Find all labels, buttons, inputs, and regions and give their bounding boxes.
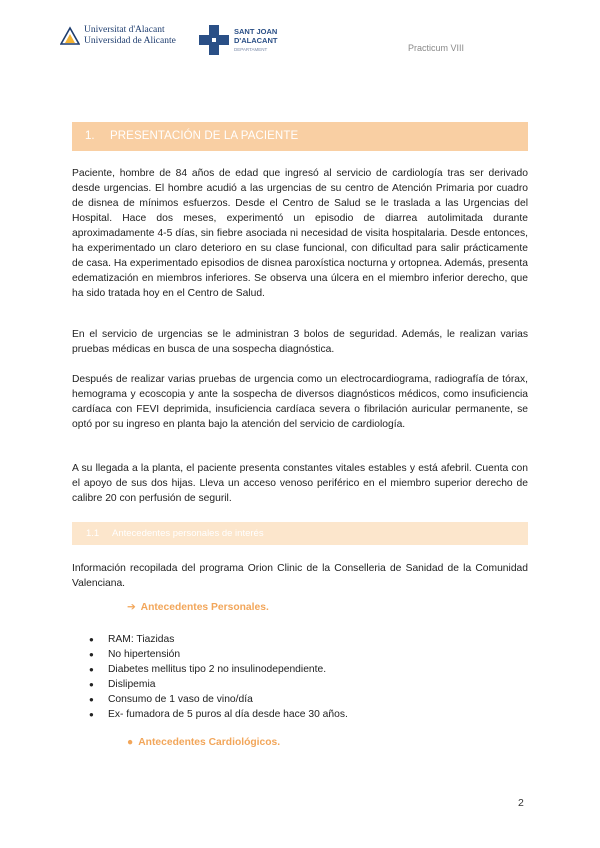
hospital-name-line1: SANT JOAN — [234, 26, 278, 36]
subsection-heading-band — [72, 522, 528, 545]
cardiac-history-heading — [127, 737, 280, 748]
list-item: ● Diabetes mellitus tipo 2 no insulinodependiente. — [89, 662, 348, 677]
personal-history-list — [89, 632, 348, 722]
section-title: PRESENTACIÓN DE LA PACIENTE — [110, 130, 299, 142]
bullet-icon: ● — [127, 737, 134, 748]
case-paragraph-3: Después de realizar varias pruebas de urgencia como un electrocardiograma, radiografía de tórax, hemograma y ecoscopia y ante la sospecha de diversos diagnósticos médicos, como insuficiencia cardíaca con FEVI deprimida, insuficiencia cardíaca severa o fibrilación auricular permanente, se optó por su ingreso en planta bajo la atención del servicio de cardiología. — [72, 374, 528, 430]
university-logo — [60, 25, 176, 47]
arrow-icon: ➔ — [127, 602, 136, 613]
info-paragraph: Información recopilada del programa Orion Clinic de la Conselleria de Sanidad de la Comunidad Valenciana. — [72, 563, 528, 589]
cardiac-history-heading-text: Antecedentes Cardiológicos. — [138, 737, 281, 748]
case-paragraph-4: A su llegada a la planta, el paciente presenta constantes vitales estables y está afebril. Cuenta con el apoyo de sus dos hijas. Lleva un acceso venoso periférico en el miembro superior derecho de calibre 20 con perfusión de seguril. — [72, 463, 528, 504]
page-number: 2 — [518, 797, 524, 809]
section-heading-band — [72, 122, 528, 151]
section-number: 1. — [85, 130, 95, 142]
hospital-name-line2: D'ALACANT — [234, 35, 278, 45]
personal-history-heading — [127, 601, 269, 613]
subsection-title: Antecedentes personales de interés — [112, 528, 264, 539]
list-item: ● RAM: Tiazidas — [89, 632, 348, 647]
hospital-logo — [199, 25, 277, 55]
university-mark-icon — [60, 26, 80, 46]
list-item: ● Ex- fumadora de 5 puros al día desde hace 30 años. — [89, 707, 348, 722]
list-item: ● No hipertensión — [89, 647, 348, 662]
list-item: ● Dislipemia — [89, 677, 348, 692]
page-header — [0, 0, 600, 80]
subsection-number: 1.1 — [86, 528, 100, 539]
case-paragraph-1: Paciente, hombre de 84 años de edad que ingresó al servicio de cardiología tras ser derivado desde urgencias. El hombre acudió a las urgencias de su centro de Atención Primaria por cuadro de disnea de mínimos esfuerzos. Desde el Centro de Salud se le traslada a las Urgencias del Hospital. Hace dos meses, experimentó un episodio de diarrea autolimitada durante aproximadamente 4-5 días, sin fiebre asociada ni necesidad de visita hospitalaria. Desde entonces, ha experimentado un claro deterioro en su clase funcional, con dificultad para salir prácticamente de casa. Ha experimentado episodios de disnea paroxística nocturna y ortopnea. Además, presenta edematización en miembros inferiores. Se observa una úlcera en el miembro inferior derecho, que ha sido tratada hoy en el Centro de Salud. — [72, 168, 528, 299]
hospital-name-line3: DEPARTAMENT — [234, 46, 268, 52]
university-name-line2: Universidad de Alicante — [84, 36, 176, 46]
case-paragraph-2: En el servicio de urgencias se le administran 3 bolos de seguridad. Además, le realizan varias pruebas médicas en busca de una sospecha diagnóstica. — [72, 329, 528, 355]
course-label: Practicum VIII — [408, 43, 465, 53]
university-name-line1: Universitat d'Alacant — [84, 25, 165, 35]
hospital-cross-icon — [199, 25, 229, 55]
list-item: ● Consumo de 1 vaso de vino/día — [89, 692, 348, 707]
personal-history-heading-text: Antecedentes Personales. — [140, 602, 269, 613]
